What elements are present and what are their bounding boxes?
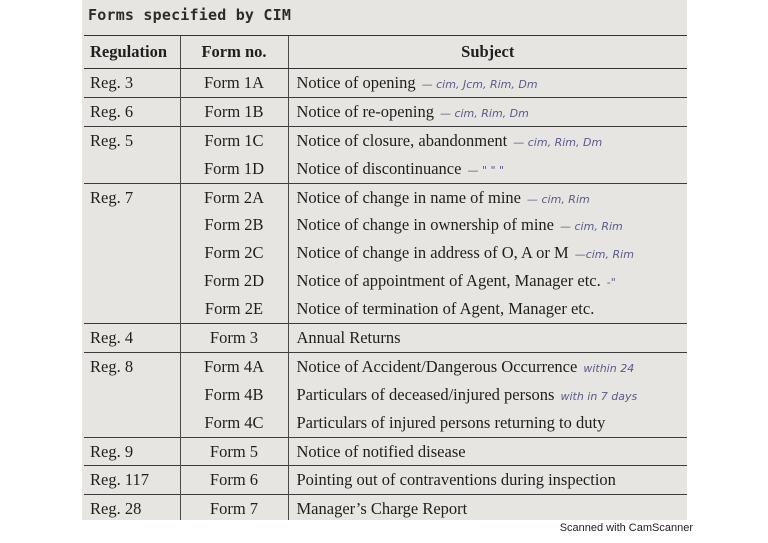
table-row [84, 69, 687, 98]
subject-cell [288, 437, 687, 466]
table-row [84, 97, 687, 126]
regulation-cell: Reg. 117 [84, 466, 180, 495]
regulation-cell: Reg. 5 [84, 126, 180, 154]
form-number-cell: Form 5 [180, 437, 288, 466]
subject-cell [288, 211, 687, 239]
subject-cell [288, 183, 687, 211]
subject-cell [288, 324, 687, 353]
regulation-cell [84, 211, 180, 239]
form-number-cell: Form 2E [180, 295, 288, 323]
scanner-watermark: Scanned with CamScanner [559, 522, 693, 534]
table-row [84, 437, 687, 466]
regulation-cell: Reg. 8 [84, 352, 180, 380]
page-heading: Forms specified by CIM [88, 6, 292, 24]
regulation-cell [84, 155, 180, 183]
subject-cell [288, 409, 687, 437]
subject-text: Notice of Accident/Dangerous Occurrence [296, 356, 578, 376]
form-number-cell: Form 2D [180, 267, 288, 295]
handwritten-note: —cim, Rim [574, 248, 634, 262]
regulation-cell [84, 267, 180, 295]
table-row [84, 381, 687, 409]
subject-cell [288, 295, 687, 323]
handwritten-note: with in 7 days [560, 389, 638, 403]
handwritten-note: — cim, Rim [527, 192, 590, 206]
table-row [84, 183, 687, 211]
form-number-cell: Form 4B [180, 381, 288, 409]
regulation-cell [84, 239, 180, 267]
subject-text: Notice of appointment of Agent, Manager etc. [296, 271, 601, 291]
regulation-cell [84, 409, 180, 437]
regulation-cell: Reg. 28 [84, 495, 180, 520]
table-row [84, 267, 687, 295]
handwritten-note: — " " " [467, 163, 505, 177]
form-number-cell: Form 1D [180, 155, 288, 183]
regulation-cell: Reg. 4 [84, 324, 180, 353]
subject-cell [288, 69, 687, 98]
table-row [84, 155, 687, 183]
regulation-cell: Reg. 6 [84, 97, 180, 126]
subject-cell [288, 352, 687, 380]
form-number-cell: Form 2C [180, 239, 288, 267]
form-number-cell: Form 4C [180, 409, 288, 437]
subject-text: Notice of change in ownership of mine [296, 215, 555, 235]
table-row [84, 352, 687, 380]
subject-text: Particulars of injured persons returning to duty [296, 412, 606, 432]
subject-cell [288, 466, 687, 495]
header-subject: Subject [288, 36, 687, 69]
table-row [84, 324, 687, 353]
table-row [84, 466, 687, 495]
regulation-cell: Reg. 9 [84, 437, 180, 466]
handwritten-note: — cim, Jcm, Rim, Dm [421, 77, 538, 91]
subject-cell [288, 239, 687, 267]
form-number-cell: Form 1B [180, 97, 288, 126]
subject-text: Particulars of deceased/injured persons [296, 384, 555, 404]
subject-cell [288, 267, 687, 295]
subject-text: Notice of opening [296, 72, 416, 92]
subject-text: Pointing out of contraventions during inspection [296, 470, 616, 490]
forms-table [84, 35, 687, 520]
table-row [84, 239, 687, 267]
regulation-cell [84, 295, 180, 323]
subject-cell [288, 381, 687, 409]
regulation-cell [84, 381, 180, 409]
regulation-cell: Reg. 7 [84, 183, 180, 211]
handwritten-note: — cim, Rim [560, 220, 623, 234]
subject-cell [288, 126, 687, 154]
subject-text: Manager’s Charge Report [296, 499, 468, 519]
handwritten-note: — cim, Rim, Dm [439, 106, 529, 120]
form-number-cell: Form 3 [180, 324, 288, 353]
form-number-cell: Form 4A [180, 352, 288, 380]
table-row [84, 211, 687, 239]
form-number-cell: Form 1C [180, 126, 288, 154]
subject-cell [288, 495, 687, 520]
table-row [84, 126, 687, 154]
form-number-cell: Form 1A [180, 69, 288, 98]
scanned-page [82, 0, 687, 520]
subject-text: Notice of closure, abandonment [296, 130, 508, 150]
subject-text: Notice of termination of Agent, Manager etc. [296, 299, 595, 319]
handwritten-note: within 24 [583, 361, 635, 375]
form-number-cell: Form 2A [180, 183, 288, 211]
subject-cell [288, 155, 687, 183]
form-number-cell: Form 2B [180, 211, 288, 239]
header-regulation: Regulation [84, 36, 180, 69]
table-row [84, 295, 687, 323]
subject-text: Notice of change in name of mine [296, 187, 521, 207]
subject-cell [288, 97, 687, 126]
subject-text: Notice of notified disease [296, 441, 466, 461]
form-number-cell: Form 6 [180, 466, 288, 495]
table-header-row [84, 36, 687, 69]
handwritten-note: — cim, Rim, Dm [513, 135, 603, 149]
header-form-no: Form no. [180, 36, 288, 69]
regulation-cell: Reg. 3 [90, 72, 134, 92]
form-number-cell: Form 7 [180, 495, 288, 520]
handwritten-note: -" [606, 276, 616, 290]
subject-text: Notice of re-opening [296, 101, 434, 121]
table-row [84, 495, 687, 520]
subject-text: Notice of change in address of O, A or M [296, 243, 569, 263]
subject-text: Annual Returns [296, 327, 401, 347]
subject-text: Notice of discontinuance [296, 158, 462, 178]
table-row [84, 409, 687, 437]
